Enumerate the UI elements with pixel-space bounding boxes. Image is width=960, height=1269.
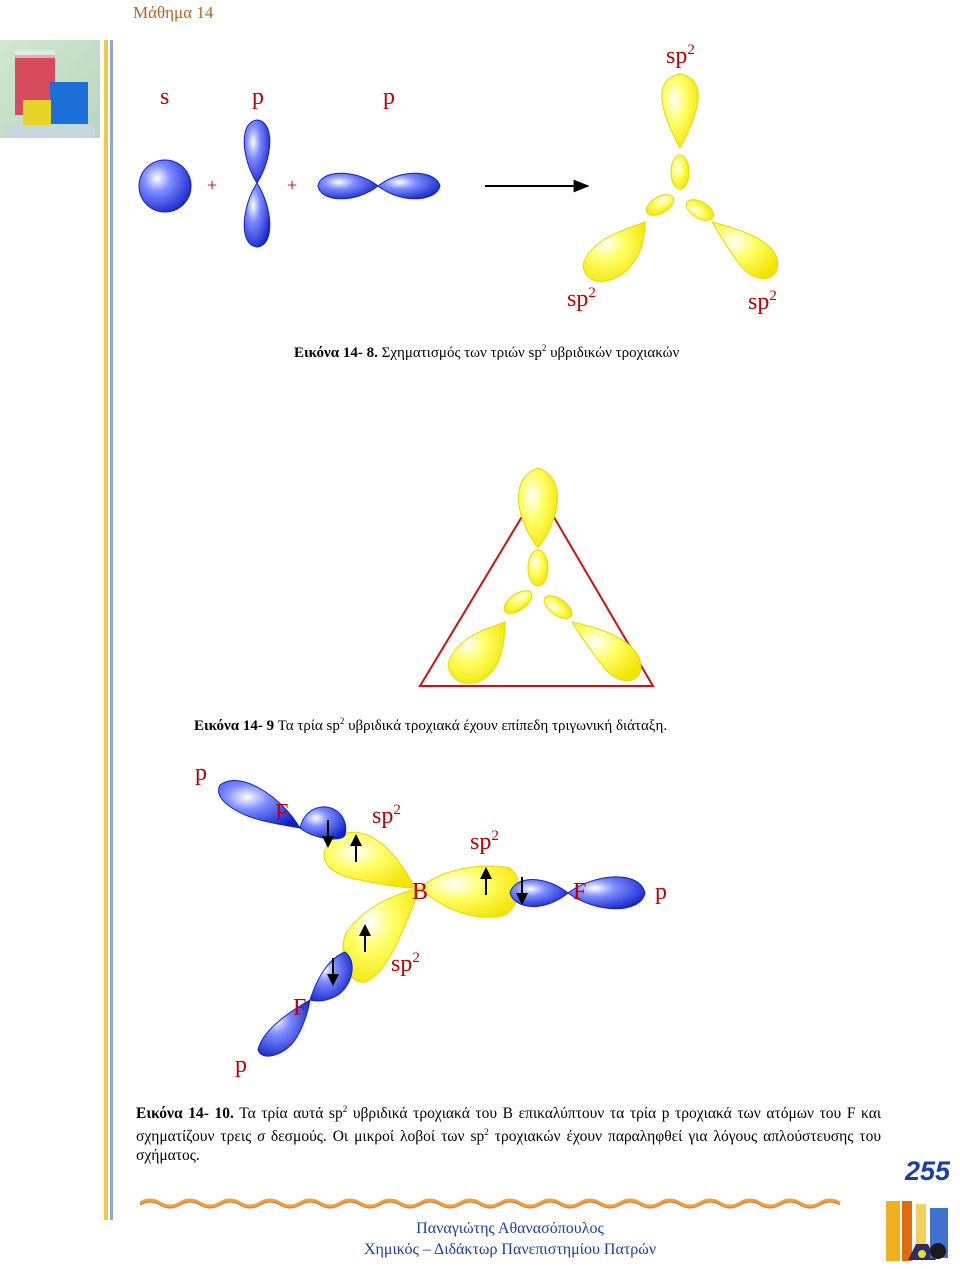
- label-sp2-b: $sp^2$: [470, 828, 499, 855]
- label-sp2-c: $sp^2$: [391, 950, 420, 977]
- page-number: 255: [905, 1156, 951, 1186]
- label-p-bottom: p: [235, 1052, 247, 1078]
- plus-sign-1: +: [207, 175, 218, 195]
- label-p2: p: [383, 84, 395, 110]
- footer-author: Παναγιώτης Αθανασόπουλος: [416, 1220, 604, 1237]
- label-s: s: [160, 84, 170, 110]
- label-F-top: F: [275, 800, 289, 826]
- label-B: B: [412, 879, 429, 905]
- decorative-wave-line: [140, 1196, 860, 1210]
- label-p-right: p: [655, 879, 667, 905]
- label-sp2-left: $sp^2$: [567, 285, 596, 312]
- label-sp2-right: $sp^2$: [748, 288, 777, 315]
- plus-sign-2: +: [287, 175, 298, 195]
- label-sp2-a: $sp^2$: [372, 802, 401, 829]
- label-F-right: F: [573, 879, 587, 905]
- label-sp2-top: $sp^2$: [666, 42, 695, 69]
- footer-title: Χημικός – Διδάκτωρ Πανεπιστημίου Πατρών: [363, 1241, 657, 1258]
- label-F-bottom: F: [293, 995, 307, 1021]
- figure9-caption: Εικόνα 14- 9 Τα τρία $sp^2$ υβριδικά τροχιακά έχουν επίπεδη τριγωνική διάταξη.: [194, 716, 668, 734]
- label-p-top: p: [195, 760, 207, 786]
- footer: [300, 1218, 720, 1260]
- chapter-header: Μάθημα 14: [133, 3, 214, 22]
- figure10-caption: Εικόνα 14- 10. Τα τρία αυτά $sp^2$ υβριδικά τροχιακά του B επικαλύπτουν τα τρία p τροχιακά των ατόμων του F και σχηματίζουν τρεις σ δεσμούς. Οι μικροί λοβοί των $sp^2$ τροχιακών έχουν παραληφθεί για λόγους απλούστευσης του σχήματος.: [136, 1104, 882, 1165]
- figure8-caption: Εικόνα 14- 8. Σχηματισμός των τριών $sp^2$ υβριδικών τροχιακών: [294, 343, 680, 361]
- label-p1: p: [252, 84, 264, 110]
- lab-flask-logo: [886, 1196, 952, 1266]
